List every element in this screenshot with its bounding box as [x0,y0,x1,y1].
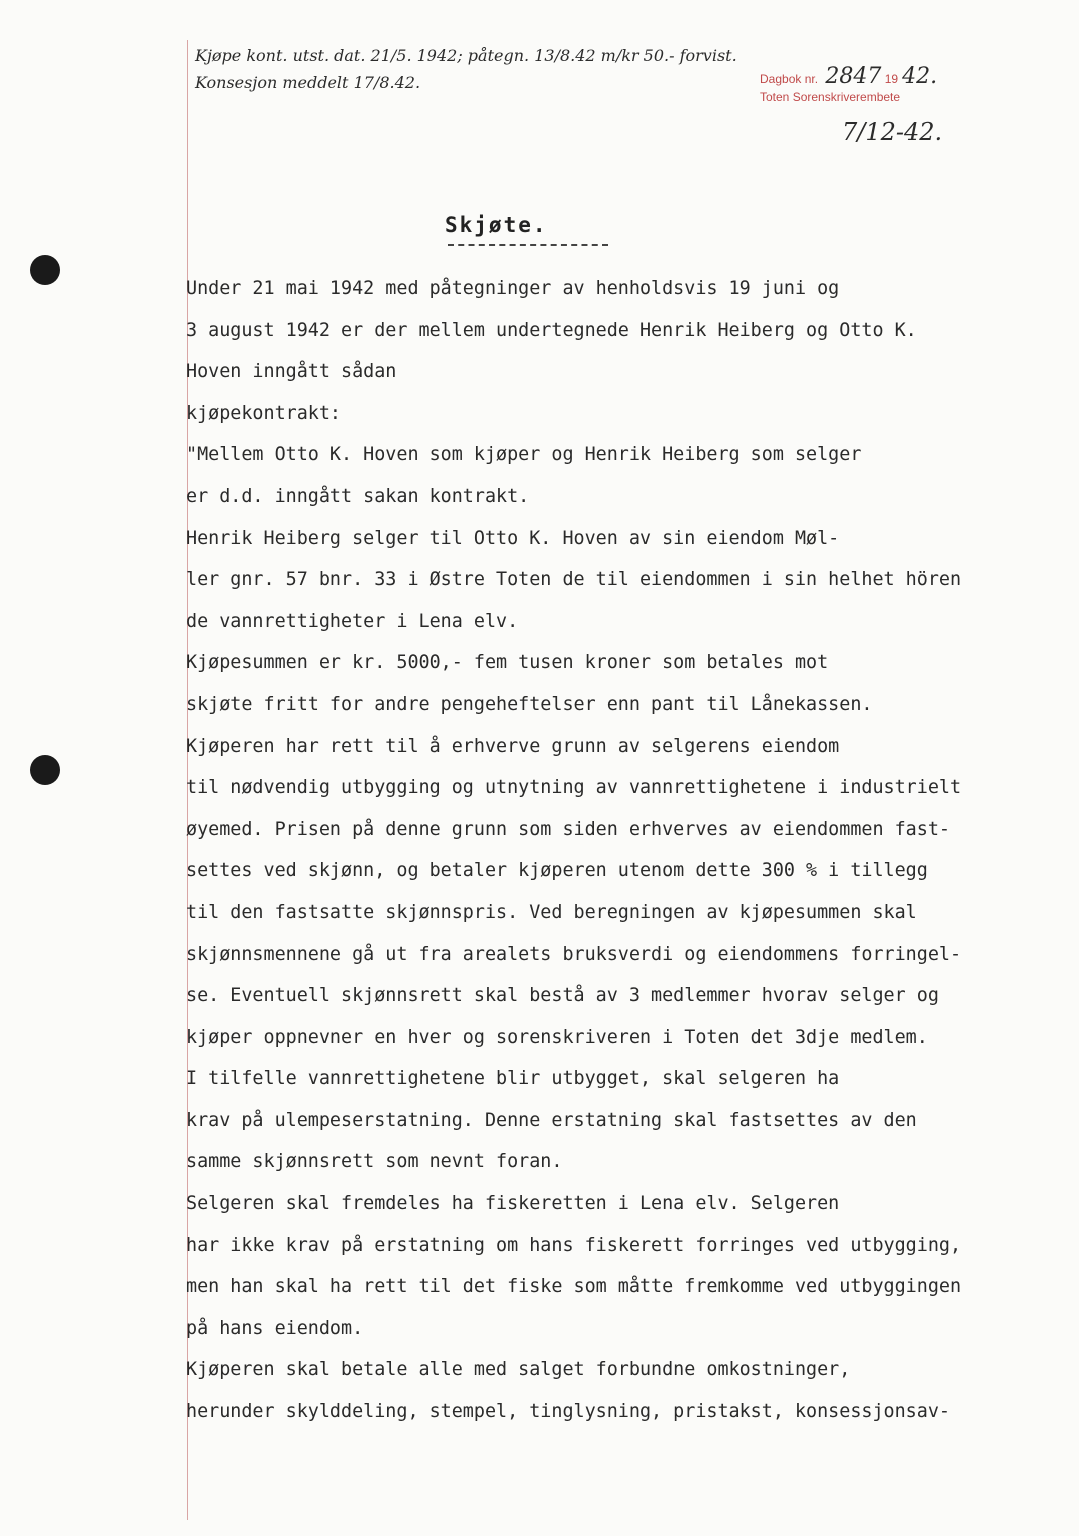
handwritten-note-line-1: Kjøpe kont. utst. dat. 21/5. 1942; påtegn. 13/8.42 m/kr 50.- forvist. [195,46,737,65]
punch-hole-lower [30,755,60,785]
body-line: Kjøpesummen er kr. 5000,- fem tusen kroner som betales mot [186,652,829,674]
body-line: kjøpekontrakt: [186,402,342,424]
body-line: Henrik Heiberg selger til Otto K. Hoven av sin eiendom Møl- [186,527,840,549]
body-line: herunder skylddeling, stempel, tinglysning, pristakst, konsessjonsav- [186,1401,950,1423]
body-line: kjøper oppnevner en hver og sorenskriveren i Toten det 3dje medlem. [186,1026,928,1048]
punch-hole-upper [30,255,60,285]
title-underline [448,244,608,246]
stamp-year-written: 42. [902,64,938,89]
body-line: samme skjønnsrett som nevnt foran. [186,1151,563,1173]
body-line: ler gnr. 57 bnr. 33 i Østre Toten de til eiendommen i sin helhet hören [186,569,962,591]
body-line: til nødvendig utbygging og utnytning av vannrettighetene i industrielt [186,777,962,799]
body-line: skjønnsmennene gå ut fra arealets bruksverdi og eiendommens forringel- [186,943,962,965]
registry-stamp [760,64,938,106]
body-line: til den fastsatte skjønnspris. Ved beregningen av kjøpesummen skal [186,901,917,923]
stamp-year-printed: 19 [884,72,899,86]
body-line: Selgeren skal fremdeles ha fiskeretten i Lena elv. Selgeren [186,1193,840,1215]
handwritten-notes [195,42,745,96]
body-line: Under 21 mai 1942 med påtegninger av henholdsvis 19 juni og [186,278,840,299]
body-line: de vannrettigheter i Lena elv. [186,610,519,632]
stamp-label: Dagbok nr. [760,72,819,86]
body-line: har ikke krav på erstatning om hans fiskerett forringes ved utbygging, [186,1234,962,1256]
handwritten-note-line-2: Konsesjon meddelt 17/8.42. [195,73,421,92]
body-line: I tilfelle vannrettighetene blir utbygget, skal selgeren ha [186,1068,840,1090]
stamp-date: 7/12-42. [842,118,943,146]
body-line: øyemed. Prisen på denne grunn som siden erhverves av eiendommen fast- [186,818,950,840]
body-line: Kjøperen skal betale alle med salget forbundne omkostninger, [186,1359,851,1381]
body-line: Hoven inngått sådan [186,361,397,383]
body-line: skjøte fritt for andre pengeheftelser enn pant til Lånekassen. [186,693,873,715]
body-line: se. Eventuell skjønnsrett skal bestå av 3 medlemmer hvorav selger og [186,985,939,1007]
body-line: settes ved skjønn, og betaler kjøperen utenom dette 300 % i tillegg [186,860,928,882]
document-title: Skjøte. [445,213,548,237]
body-line: men han skal ha rett til det fiske som måtte fremkomme ved utbyggingen [186,1276,962,1298]
body-line: "Mellem Otto K. Hoven som kjøper og Henrik Heiberg som selger [186,444,862,466]
body-line: er d.d. inngått sakan kontrakt. [186,485,530,507]
body-line: 3 august 1942 er der mellem undertegnede Henrik Heiberg og Otto K. [186,319,917,341]
stamp-number: 2847 [825,64,882,89]
body-line: på hans eiendom. [186,1317,364,1339]
document-body [186,268,1066,1433]
body-line: krav på ulempeserstatning. Denne erstatning skal fastsettes av den [186,1109,917,1131]
stamp-office: Toten Sorenskriverembete [760,90,901,104]
body-line: Kjøperen har rett til å erhverve grunn av selgerens eiendom [186,735,840,757]
